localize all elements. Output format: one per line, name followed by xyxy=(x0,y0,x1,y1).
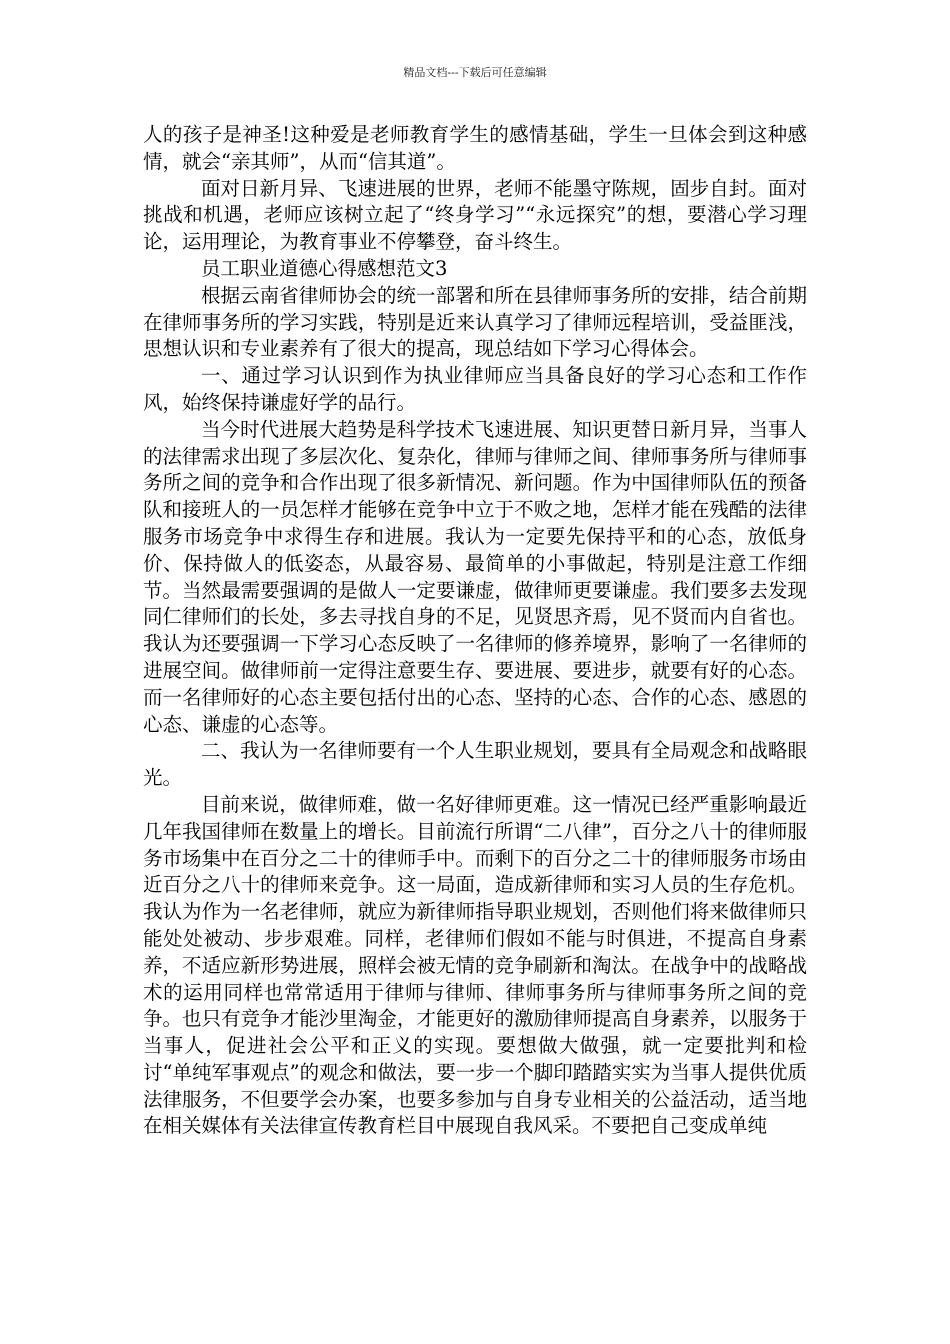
page-header: 精品文档---下载后可任意编辑 xyxy=(403,66,547,79)
paragraph-1: 人的孩子是神圣!这种爱是老师教育学生的感情基础，学生一旦体会到这种感情，就会“亲其师”，从而“信其道”。 xyxy=(143,123,807,173)
paragraph-5: 目前来说，做律师难，做一名好律师更难。这一情况已经严重影响最近几年我国律师在数量上的增长。目前流行所谓“二八律”，百分之八十的律师服务市场集中在百分之二十的律师手中。而剩下的百分之二十的律师服务市场由近百分之八十的律师来竞争。这一局面，造成新律师和实习人员的生存危机。我认为作为一名老律师，就应为新律师指导职业规划，否则他们将来做律师只能处处被动、步步艰难。同样，老律师们假如不能与时俱进，不提高自身素养，不适应新形势进展，照样会被无情的竞争刷新和淘汰。在战争中的战略战术的运用同样也常常适用于律师与律师、律师事务所与律师事务所之间的竞争。也只有竞争才能沙里淘金，才能更好的激励律师提高自身素养，以服务于当事人，促进社会公平和正义的实现。要想做大做强，就一定要批判和检讨“单纯军事观点”的观念和做法，要一步一个脚印踏踏实实为当事人提供优质法律服务，不但要学会办案，也要多参加与自身专业相关的公益活动，适当地在相关媒体有关法律宣传教育栏目中展现自我风采。不要把自己变成单纯 xyxy=(143,792,807,1138)
document-body xyxy=(143,122,807,1140)
paragraph-3: 根据云南省律师协会的统一部署和所在县律师事务所的安排，结合前期在律师事务所的学习实践，特别是近来认真学习了律师远程培训，受益匪浅，思想认识和专业素养有了很大的提高，现总结如下学习心得体会。 xyxy=(143,283,807,361)
heading-point-2: 二、我认为一名律师要有一个人生职业规划，要具有全局观念和战略眼光。 xyxy=(143,739,807,790)
paragraph-2: 面对日新月异、飞速进展的世界，老师不能墨守陈规，固步自封。面对挑战和机遇，老师应该树立起了“终身学习”“永远探究”的想，要潜心学习理论，运用理论，为教育事业不停攀登，奋斗终生。 xyxy=(143,176,807,254)
heading-point-1: 一、通过学习认识到作为执业律师应当具备良好的学习心态和工作作风，始终保持谦虚好学的品行。 xyxy=(143,364,807,414)
section-title: 员工职业道德心得感想范文3 xyxy=(201,256,448,280)
paragraph-4: 当今时代进展大趋势是科学技术飞速进展、知识更替日新月异，当事人的法律需求出现了多层次化、复杂化，律师与律师之间、律师事务所与律师事务所之间的竞争和合作出现了很多新情况、新问题。作为中国律师队伍的预备队和接班人的一员怎样才能够在竞争中立于不败之地，怎样才能在残酷的法律服务市场竞争中求得生存和进展。我认为一定要先保持平和的心态，放低身价、保持做人的低姿态，从最容易、最简单的小事做起，特别是注意工作细节。当然最需要强调的是做人一定要谦虚，做律师更要谦虚。我们要多去发现同仁律师们的长处，多去寻找自身的不足，见贤思齐焉，见不贤而内自省也。我认为还要强调一下学习心态反映了一名律师的修养境界，影响了一名律师的进展空间。做律师前一定得注意要生存、要进展、要进步，就要有好的心态。而一名律师好的心态主要包括付出的心态、坚持的心态、合作的心态、感恩的心态、谦虚的心态等。 xyxy=(143,417,807,736)
